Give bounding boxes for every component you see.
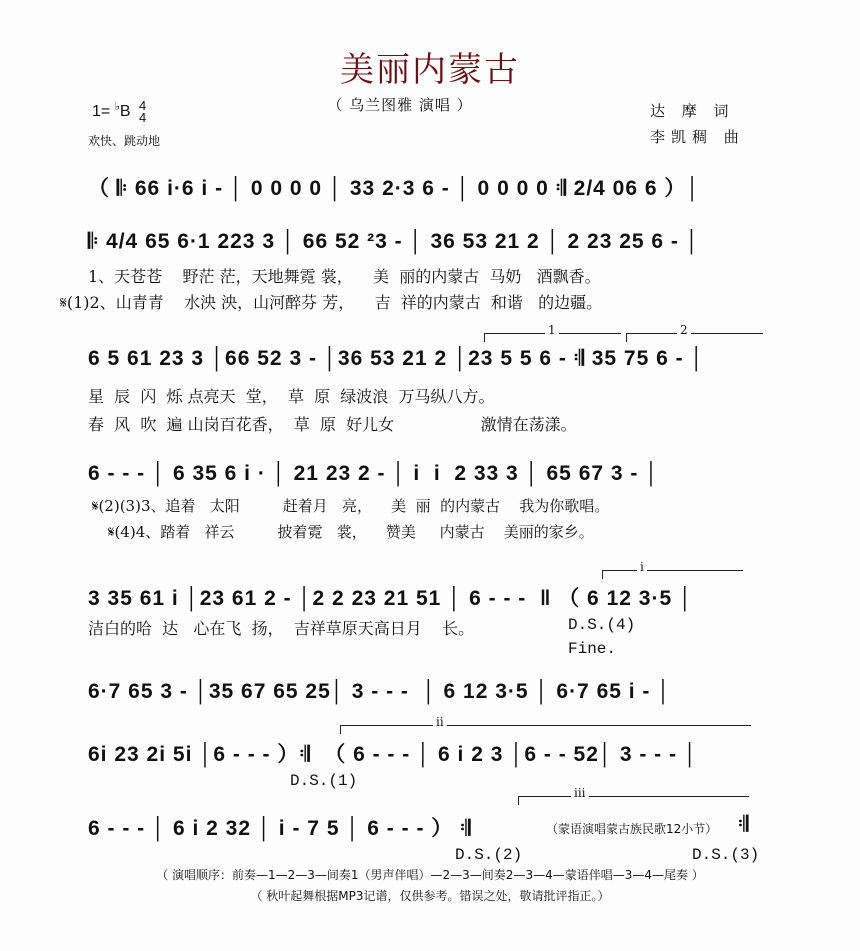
score-line-8 <box>88 812 528 842</box>
mongolian-section-note: （蒙语演唱蒙古族民歌12小节） <box>546 822 718 836</box>
key-signature <box>92 100 146 124</box>
notation: 𝄆 4/4 65 6·1 223 3 │ 66 52 ²3 - │ 36 53 21 2 │ 2 23 25 6 - │ <box>88 230 700 253</box>
volta-bracket-i <box>602 560 743 579</box>
notation: 6·7 65 3 - │35 67 65 25│ 3 - - - │ 6 12 3·5 │ 6·7 65 i - │ <box>88 680 672 703</box>
score-line-5 <box>88 582 768 612</box>
flat-icon: ♭ <box>114 101 120 113</box>
key-note: B <box>119 103 131 121</box>
notation: 6i 23 2i 5i │6 - - - ）𝄇 （ 6 - - - │ 6 i 2 3 │6 - - 52│ 3 - - - │ <box>88 743 698 766</box>
lyricist: 达 摩 词 <box>650 102 735 120</box>
volta-label: 1 <box>545 323 559 337</box>
lyric-line: 星 辰 闪 烁 点亮天 堂， 草 原 绿波浪 万马纵八方。 <box>88 387 495 406</box>
score-line-6 <box>88 680 768 710</box>
time-bottom: 4 <box>139 110 147 125</box>
composer: 李凯稠 曲 <box>650 128 745 146</box>
volta-bracket-2 <box>626 323 763 342</box>
singer-credit: （ 乌兰图雅 演唱 ） <box>327 96 473 114</box>
volta-bracket-iii <box>518 786 749 805</box>
score-line-2 <box>88 230 768 260</box>
volta-label: ii <box>433 715 447 729</box>
song-title: 美丽内蒙古 <box>340 50 520 90</box>
lyric-line: 𝄋(1)2、山青青 水泱 泱，山河醉芬 芳， 吉 祥的内蒙古 和谐 的边疆。 <box>60 293 603 312</box>
volta-label: iii <box>571 786 589 800</box>
time-signature <box>139 100 146 124</box>
ds-marker-1: D.S.(1) <box>290 772 358 790</box>
lyric-line: 𝄋(2)(3)3、追着 太阳 赶着月 亮， 美 丽 的内蒙古 我为你歌唱。 <box>92 497 610 515</box>
volta-label: 2 <box>677 323 691 337</box>
ds-marker-2: D.S.(2) <box>455 846 523 864</box>
volta-bracket-ii <box>340 715 751 734</box>
notation: 3 35 61 i │23 61 2 - │2 2 23 21 51 │ 6 - - - ‖ （ 6 12 3·5 │ <box>88 587 694 610</box>
tempo-marking: 欢快、跳动地 <box>88 134 161 148</box>
lyric-line: 𝄋(4)4、踏着 祥云 披着霓 裳， 赞美 内蒙古 美丽的家乡。 <box>108 523 594 541</box>
key-prefix: 1= <box>92 103 111 121</box>
notation: （ 𝄆 66 i·6 i - │ 0 0 0 0 │ 33 2·3 6 - │ 0 0 0 0 𝄇 2/4 06 6 ）│ <box>88 177 701 200</box>
ds-marker-3: D.S.(3) <box>692 846 760 864</box>
notation: 6 5 61 23 3 │66 52 3 - │36 53 21 2 │23 5 5 6 - 𝄇 35 75 6 - │ <box>88 347 705 370</box>
notation: 6 - - - │ 6 35 6 i · │ 21 23 2 - │ i i 2 33 3 │ 65 67 3 - │ <box>88 462 660 485</box>
score-line-4 <box>88 462 768 492</box>
repeat-end-icon: 𝄇 <box>738 812 749 836</box>
lyric-line: 洁白的哈 达 心在飞 扬， 吉祥草原天高日月 长。 <box>88 619 475 638</box>
notation: 6 - - - │ 6 i 2 32 │ i - 7 5 │ 6 - - - ） 𝄇 <box>88 817 472 840</box>
score-line-1 <box>88 172 768 202</box>
performance-order: （ 演唱顺序：前奏—1—2—3—间奏1（男声伴唱）—2—3—间奏2—3—4—蒙语伴唱—3—4—尾奏 ） <box>156 868 704 882</box>
fine-marker: Fine. <box>568 640 617 658</box>
score-line-3 <box>88 347 768 377</box>
transcription-note: （ 秋叶起舞根据MP3记谱，仅供参考。错误之处，敬请批评指正。） <box>250 889 610 903</box>
ds-marker-4: D.S.(4) <box>568 616 636 634</box>
lyric-line: 春 风 吹 遍 山岗百花香， 草 原 好儿女 激情在荡漾。 <box>88 415 577 434</box>
score-line-7 <box>88 738 768 768</box>
time-top: 4 <box>139 98 147 113</box>
volta-label: i <box>637 560 647 574</box>
volta-bracket-1 <box>484 323 621 342</box>
lyric-line: 1、天苍苍 野茫 茫，天地舞霓 裳， 美 丽的内蒙古 马奶 酒飘香。 <box>88 267 601 286</box>
